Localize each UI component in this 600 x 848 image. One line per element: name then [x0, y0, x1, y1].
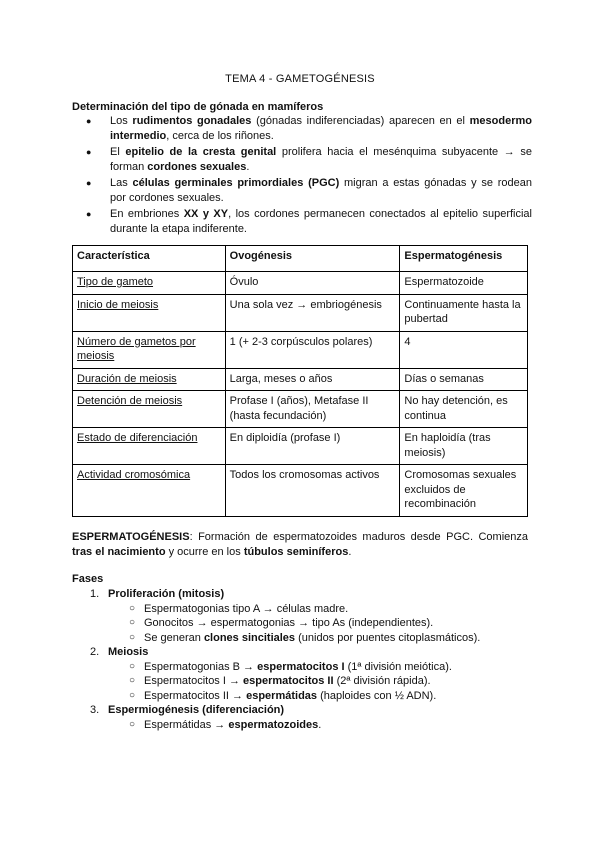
table-row — [73, 272, 528, 295]
phases-list — [72, 587, 528, 732]
table-row — [73, 368, 528, 391]
table-cell: Cromosomas sexuales excluidos de recombinación — [400, 465, 528, 517]
phase-item — [72, 703, 528, 732]
sub-item: ○ Espermátidas → espermatozoides. — [108, 718, 528, 733]
phase-number: 1. — [90, 588, 100, 600]
table-cell: Una sola vez → embriogénesis — [225, 294, 400, 331]
table-cell: 1 (+ 2-3 corpúsculos polares) — [225, 331, 400, 368]
comparison-table — [72, 245, 528, 517]
phase-item — [72, 587, 528, 645]
table-header: Ovogénesis — [225, 246, 400, 272]
table-cell: No hay detención, es continua — [400, 391, 528, 428]
sub-item: ○ Se generan clones sincitiales (unidos por puentes citoplasmáticos). — [108, 631, 528, 646]
table-cell: Continuamente hasta la pubertad — [400, 294, 528, 331]
table-header: Espermatogénesis — [400, 246, 528, 272]
phase-title: Proliferación (mitosis) — [108, 588, 225, 600]
sub-item: ○ Espermatogonias tipo A → células madre. — [108, 602, 528, 617]
sub-item: ○ Gonocitos → espermatogonias → tipo As (independientes). — [108, 616, 528, 631]
table-row — [73, 428, 528, 465]
table-cell: 4 — [400, 331, 528, 368]
table-header: Característica — [73, 246, 226, 272]
phase-item — [72, 645, 528, 703]
gonad-bullet-list — [72, 114, 532, 238]
table-cell: Espermatozoide — [400, 272, 528, 295]
bullet-item: ● Los rudimentos gonadales (gónadas indiferenciadas) aparecen en el mesodermo intermedio, cerca de los riñones. — [72, 114, 532, 143]
table-cell: Duración de meiosis — [73, 368, 226, 391]
bullet-item: ● En embriones XX y XY, los cordones permanecen conectados al epitelio superficial durante la etapa indiferente. — [72, 207, 532, 236]
table-cell: Estado de diferenciación — [73, 428, 226, 465]
phases-heading: Fases — [72, 573, 104, 585]
page-title: TEMA 4 - GAMETOGÉNESIS — [225, 73, 375, 85]
table-cell: Profase I (años), Metafase II (hasta fecundación) — [225, 391, 400, 428]
table-cell: Actividad cromosómica — [73, 465, 226, 517]
phase-sublist — [108, 602, 528, 646]
phase-title: Espermiogénesis (diferenciación) — [108, 704, 285, 716]
phase-number: 3. — [90, 704, 100, 716]
phase-sublist — [108, 718, 528, 733]
section-heading-gonad: Determinación del tipo de gónada en mamíferos — [72, 101, 324, 113]
table-cell: Todos los cromosomas activos — [225, 465, 400, 517]
table-cell: Óvulo — [225, 272, 400, 295]
phase-number: 2. — [90, 646, 100, 658]
sub-item: ○ Espermatocitos II → espermátidas (haploides con ½ ADN). — [108, 689, 528, 704]
sub-item: ○ Espermatogonias B → espermatocitos I (1ª división meiótica). — [108, 660, 528, 675]
table-cell: Inicio de meiosis — [73, 294, 226, 331]
table-cell: En diploidía (profase I) — [225, 428, 400, 465]
bullet-item: ● Las células germinales primordiales (PGC) migran a estas gónadas y se rodean por cordones sexuales. — [72, 176, 532, 205]
table-row — [73, 294, 528, 331]
phase-sublist — [108, 660, 528, 704]
table-cell: Tipo de gameto — [73, 272, 226, 295]
spermatogenesis-definition: ESPERMATOGÉNESIS: Formación de espermatozoides maduros desde PGC. Comienza tras el nacimiento y ocurre en los túbulos seminíferos. — [72, 531, 528, 558]
bullet-item: ● El epitelio de la cresta genital prolifera hacia el mesénquima subyacente → se forman cordones sexuales. — [72, 145, 532, 174]
table-row — [73, 331, 528, 368]
table-header-row — [73, 246, 528, 272]
table-cell: Detención de meiosis — [73, 391, 226, 428]
phase-title: Meiosis — [108, 646, 149, 658]
table-row — [73, 391, 528, 428]
table-row — [73, 465, 528, 517]
table-cell: Días o semanas — [400, 368, 528, 391]
table-cell: Número de gametos por meiosis — [73, 331, 226, 368]
sub-item: ○ Espermatocitos I → espermatocitos II (2ª división rápida). — [108, 674, 528, 689]
table-cell: Larga, meses o años — [225, 368, 400, 391]
table-cell: En haploidía (tras meiosis) — [400, 428, 528, 465]
